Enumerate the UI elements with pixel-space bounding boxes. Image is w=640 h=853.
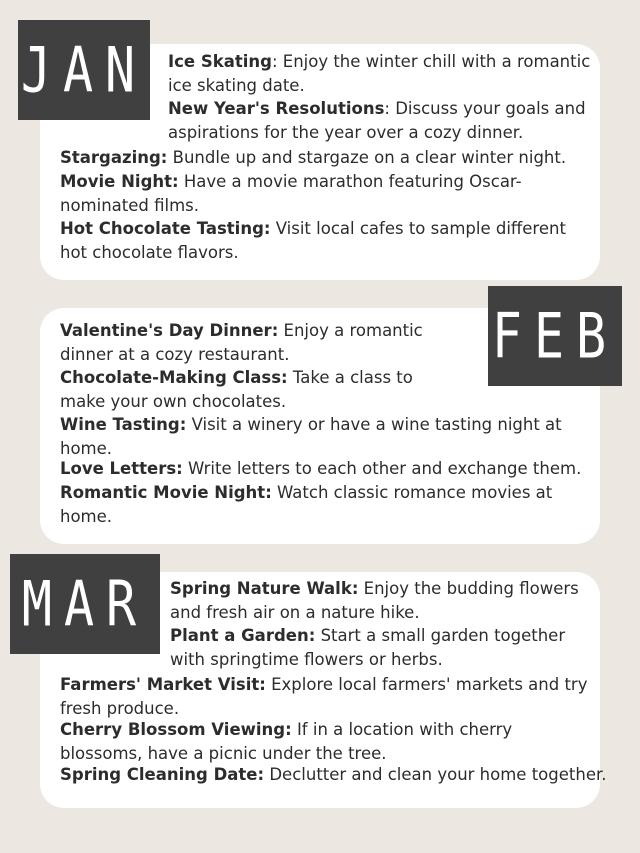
- list-item: Ice Skating: Enjoy the winter chill with a romantic ice skating date.: [168, 52, 591, 95]
- list-item: Chocolate-Making Class: Take a class to make your own chocolates.: [60, 368, 413, 411]
- list-item: Cherry Blossom Viewing: If in a location with cherry blossoms, have a picnic under the tree.: [60, 720, 513, 763]
- list-item: Romantic Movie Night: Watch classic romance movies at home.: [60, 483, 553, 526]
- month-label-mar: MAR: [10, 554, 160, 654]
- list-item: Stargazing: Bundle up and stargaze on a clear winter night.: [60, 148, 567, 167]
- list-item: Hot Chocolate Tasting: Visit local cafes to sample different hot chocolate flavors.: [60, 219, 566, 262]
- list-item: Movie Night: Have a movie marathon featuring Oscar-nominated films.: [60, 172, 522, 215]
- list-item: Farmers' Market Visit: Explore local farmers' markets and try fresh produce.: [60, 675, 588, 718]
- month-label-jan: JAN: [18, 20, 150, 120]
- list-item: Spring Cleaning Date: Declutter and clean your home together.: [60, 765, 607, 784]
- list-item: Love Letters: Write letters to each other and exchange them.: [60, 459, 582, 478]
- list-item: Plant a Garden: Start a small garden together with springtime flowers or herbs.: [170, 626, 566, 669]
- list-item: New Year's Resolutions: Discuss your goals and aspirations for the year over a cozy dinner.: [168, 99, 586, 142]
- list-item: Spring Nature Walk: Enjoy the budding flowers and fresh air on a nature hike.: [170, 579, 579, 622]
- list-item: Valentine's Day Dinner: Enjoy a romantic dinner at a cozy restaurant.: [60, 321, 423, 364]
- month-label-feb: FEB: [488, 286, 622, 386]
- list-item: Wine Tasting: Visit a winery or have a wine tasting night at home.: [60, 415, 562, 458]
